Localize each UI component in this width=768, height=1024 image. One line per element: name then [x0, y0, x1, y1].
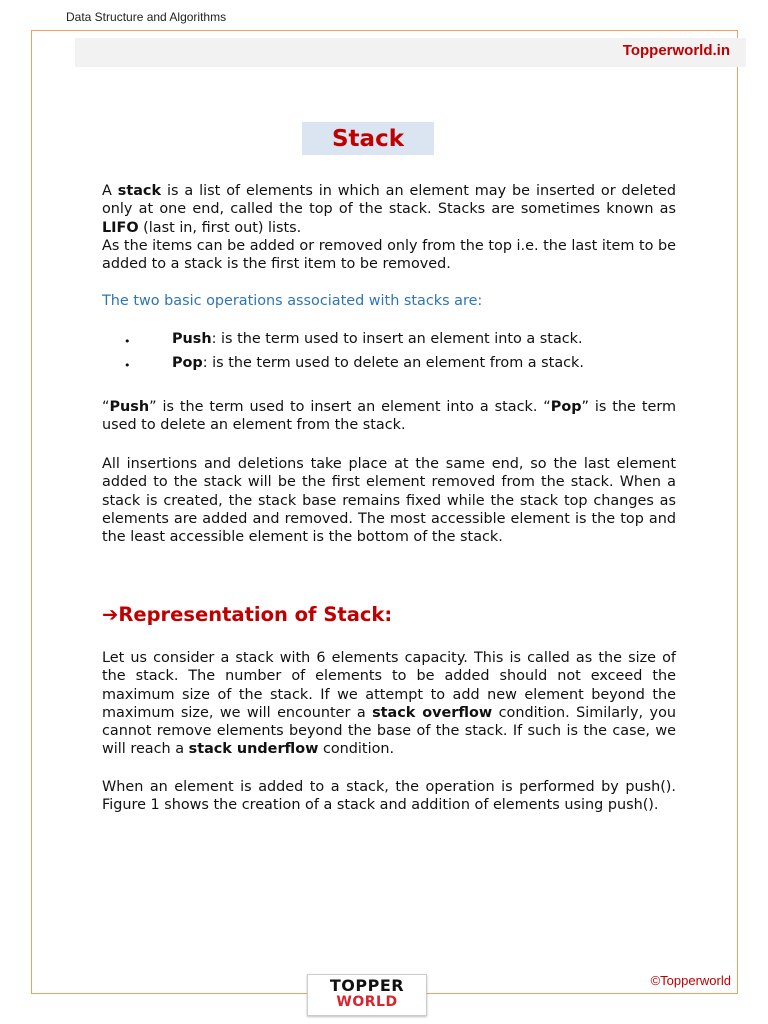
intro-paragraph-2: As the items can be added or removed only from the top i.e. the last item to be added to a stack is the first item to be removed. [102, 238, 676, 273]
intro-paragraph-1 [102, 182, 676, 237]
list-item-push [172, 331, 583, 347]
push-pop-paragraph [102, 398, 676, 435]
brand-name: Topperworld.in [622, 42, 730, 59]
text-run: : is the term used to delete an element from a stack. [202, 355, 584, 371]
text-run: condition. [318, 741, 395, 758]
term-lifo: LIFO [102, 219, 139, 236]
representation-paragraph-2: When an element is added to a stack, the operation is performed by push(). Figure 1 shows the creation of a stack and addition of elements using push(). [102, 779, 676, 814]
text-run: ” is the term used to delete an element from the stack. [102, 399, 676, 434]
arrow-right-icon: ➔ [102, 603, 119, 626]
term-stack-underflow: stack underflow [188, 741, 319, 758]
text-run: is a list of elements in which an element may be inserted or deleted only at one end, called the top of the stack. Stacks are sometimes known as [102, 183, 677, 218]
document-label: Data Structure and Algorithms [66, 10, 227, 24]
bullet-marker: • [124, 359, 131, 372]
term-stack-overflow: stack overflow [372, 704, 493, 721]
term-pop: Pop [172, 355, 203, 371]
representation-paragraph-1 [102, 649, 676, 759]
term-stack: stack [117, 183, 162, 199]
operations-heading: The two basic operations associated with stacks are: [102, 293, 483, 309]
insertions-paragraph: All insertions and deletions take place at the same end, so the last element added to the stack will be the first element removed from the stack. When a stack is created, the stack base remains fixed while the stack top changes as elements are added and removed. The most accessible element is the top and the least accessible element is the bottom of the stack. [102, 456, 676, 546]
term-push: Push [109, 399, 150, 415]
term-push: Push [172, 331, 212, 347]
term-pop: Pop [550, 399, 582, 415]
bullet-marker: • [124, 335, 131, 348]
text-run: (last in, first out) lists. [138, 219, 302, 236]
topperworld-logo [307, 974, 427, 1016]
section-heading [102, 603, 392, 626]
text-run: condition. Similarly, you cannot remove elements beyond the base of the stack. If such is the case, we will reach a [102, 704, 676, 758]
page-title: Stack [331, 125, 404, 152]
text-run: A [102, 183, 118, 199]
title-box [302, 122, 434, 155]
logo-bottom-text: WORLD [336, 994, 398, 1010]
copyright-text: ©Topperworld [650, 973, 731, 988]
section-heading-text: Representation of Stack: [118, 603, 393, 626]
logo-top-text: TOPPER [329, 976, 405, 995]
text-run: “ [102, 399, 110, 415]
text-run: ” is the term used to insert an element into a stack. “ [149, 399, 551, 415]
text-run: Let us consider a stack with 6 elements capacity. This is called as the size of the stack. The number of elements to be added should not exceed the maximum size of the stack. If we attempt to add new element beyond the maximum size, we will encounter a [102, 650, 676, 721]
list-item-pop [172, 355, 584, 371]
text-run: : is the term used to insert an element into a stack. [211, 331, 583, 347]
